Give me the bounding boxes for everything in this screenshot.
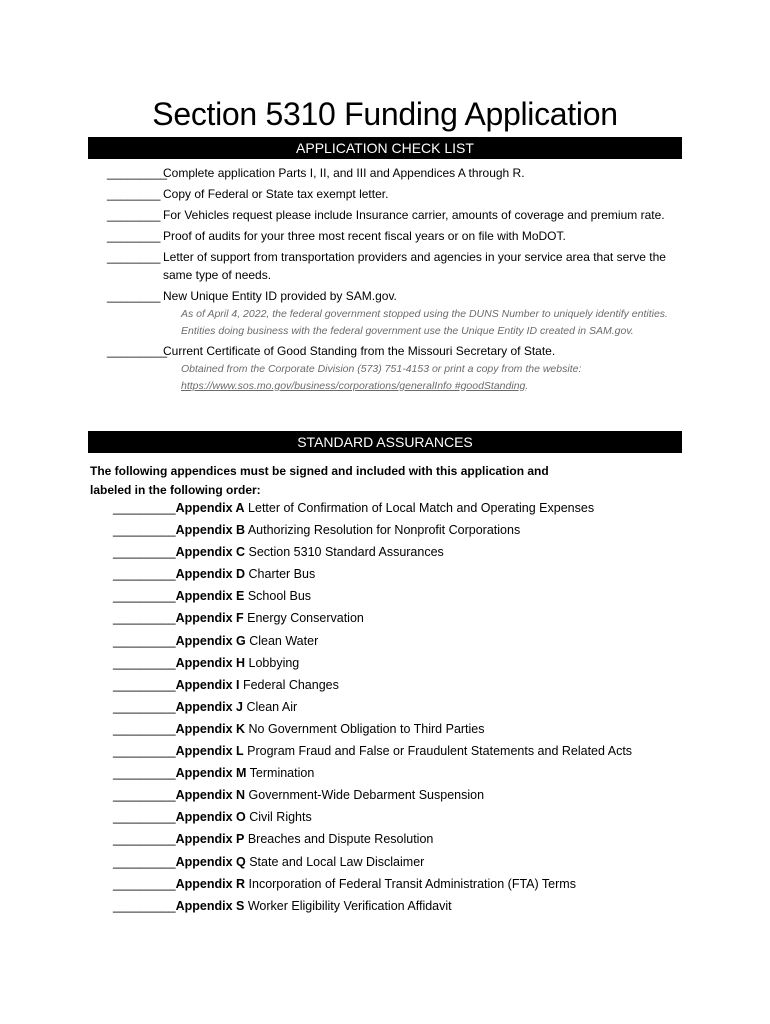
blank-line: _________ (113, 699, 176, 714)
assurances-intro: The following appendices must be signed and included with this application and labeled in the following order: (90, 464, 549, 497)
note-suffix: . (525, 379, 529, 392)
appendix-label: Appendix A (175, 501, 245, 515)
appendix-label: Appendix K (175, 721, 246, 736)
blank-line: _________ (113, 744, 176, 759)
appendix-text: State and Local Law Disclaimer (249, 854, 425, 869)
appendix-item (113, 563, 713, 585)
appendix-label: Appendix D (175, 567, 246, 582)
appendix-label: Appendix J (175, 699, 243, 714)
checklist-note (163, 361, 687, 394)
appendix-item (113, 585, 713, 607)
appendix-text: Worker Eligibility Verification Affidavit (247, 898, 452, 913)
blank-line: _________ (113, 898, 176, 913)
appendix-item (113, 497, 713, 519)
checklist-item (107, 185, 687, 203)
checklist-item-text: Current Certificate of Good Standing from the Missouri Secretary of State. (163, 344, 556, 358)
checklist-item-text: Letter of support from transportation providers and agencies in your service area that serve the same type of needs. (163, 250, 666, 282)
appendix-list (113, 497, 713, 917)
appendix-item (113, 607, 713, 629)
blank-line: _________ (113, 810, 176, 825)
appendix-item (113, 806, 713, 828)
appendix-text: Clean Water (249, 633, 319, 648)
appendix-item (113, 851, 713, 873)
checklist-item-text: New Unique Entity ID provided by SAM.gov. (163, 289, 397, 303)
blank-line: _________ (113, 633, 176, 648)
checklist-item-text: For Vehicles request please include Insurance carrier, amounts of coverage and premium rate. (163, 208, 665, 222)
checklist-item (107, 164, 687, 182)
appendix-label: Appendix L (175, 744, 244, 759)
appendix-label: Appendix B (175, 523, 246, 538)
appendix-item (113, 630, 713, 652)
blank-line: _________ (113, 523, 176, 538)
blank-line: _________ (113, 876, 176, 891)
appendix-text: Lobbying (248, 655, 300, 670)
blank-line: ________ (107, 229, 161, 243)
appendix-text: Termination (249, 766, 315, 781)
appendix-item (113, 762, 713, 784)
checklist-item (107, 227, 687, 245)
appendix-item (113, 740, 713, 762)
checklist-item (107, 206, 687, 224)
appendix-item (113, 873, 713, 895)
appendix-item (113, 895, 713, 917)
appendix-item (113, 718, 713, 740)
blank-line: _________ (113, 832, 176, 847)
appendix-label: Appendix Q (175, 854, 246, 869)
page-title: Section 5310 Funding Application (152, 96, 618, 132)
blank-line: _________ (113, 655, 176, 670)
checklist-item-text: Copy of Federal or State tax exempt letter. (163, 187, 389, 201)
blank-line: _________ (113, 788, 176, 803)
appendix-text: Program Fraud and False or Fraudulent Statements and Related Acts (247, 744, 633, 759)
appendix-text: Civil Rights (249, 810, 312, 825)
appendix-label: Appendix I (175, 677, 240, 692)
appendix-text: Letter of Confirmation of Local Match and Operating Expenses (248, 501, 595, 515)
sos-website-link[interactable]: https://www.sos.mo.gov/business/corporations/generalInfo #goodStanding (181, 379, 526, 392)
blank-line: _________ (113, 854, 176, 869)
blank-line: _________ (107, 344, 168, 358)
appendix-text: Incorporation of Federal Transit Administration (FTA) Terms (248, 876, 576, 891)
note-text: Obtained from the Corporate Division (573) 751-4153 or print a copy from the website: (181, 363, 582, 375)
checklist-item-text: Complete application Parts I, II, and III and Appendices A through R. (163, 166, 525, 180)
appendix-text: Energy Conservation (247, 611, 364, 626)
appendix-item (113, 784, 713, 806)
appendix-item (113, 652, 713, 674)
appendix-text: No Government Obligation to Third Parties (248, 721, 485, 736)
appendix-text: Section 5310 Standard Assurances (248, 545, 444, 560)
appendix-text: Authorizing Resolution for Nonprofit Corporations (247, 523, 521, 538)
appendix-item (113, 696, 713, 718)
blank-line: ________ (107, 289, 161, 303)
blank-line: _________ (113, 589, 176, 604)
blank-line: _________ (113, 501, 176, 515)
appendix-text: Charter Bus (248, 567, 316, 582)
checklist-header: APPLICATION CHECK LIST (88, 137, 682, 159)
appendix-text: School Bus (247, 589, 312, 604)
blank-line: _________ (113, 721, 176, 736)
checklist (107, 164, 687, 397)
appendix-item (113, 674, 713, 696)
appendix-text: Federal Changes (242, 677, 339, 692)
appendix-label: Appendix N (175, 788, 246, 803)
appendix-item (113, 828, 713, 850)
appendix-item (113, 541, 713, 563)
blank-line: _________ (113, 545, 176, 560)
blank-line: _________ (113, 567, 176, 582)
appendix-label: Appendix E (175, 589, 245, 604)
appendix-item (113, 519, 713, 541)
checklist-item (107, 248, 687, 284)
appendix-label: Appendix F (175, 611, 244, 626)
appendix-label: Appendix C (175, 545, 246, 560)
blank-line: _________ (113, 677, 176, 692)
appendix-label: Appendix O (175, 810, 246, 825)
checklist-item-text: Proof of audits for your three most recent fiscal years or on file with MoDOT. (163, 229, 566, 243)
appendix-label: Appendix M (175, 766, 247, 781)
blank-line: ________ (107, 208, 161, 222)
appendix-text: Breaches and Dispute Resolution (247, 832, 434, 847)
appendix-text: Government-Wide Debarment Suspension (248, 788, 485, 803)
checklist-item (107, 342, 687, 394)
appendix-label: Appendix G (175, 633, 246, 648)
appendix-label: Appendix S (175, 898, 245, 913)
assurances-header: STANDARD ASSURANCES (88, 431, 682, 453)
appendix-label: Appendix H (175, 655, 246, 670)
appendix-text: Clean Air (246, 699, 298, 714)
checklist-note: As of April 4, 2022, the federal government stopped using the DUNS Number to uniquely identify entities. Entities doing business with the federal government use the Unique Entity ID created in SAM.gov. (181, 308, 668, 337)
checklist-item (107, 287, 687, 339)
blank-line: _________ (113, 611, 176, 626)
blank-line: ________ (107, 250, 161, 264)
appendix-label: Appendix P (175, 832, 245, 847)
blank-line: _________ (113, 766, 176, 781)
blank-line: ________ (107, 187, 161, 201)
appendix-label: Appendix R (175, 876, 246, 891)
blank-line: _________ (107, 166, 168, 180)
